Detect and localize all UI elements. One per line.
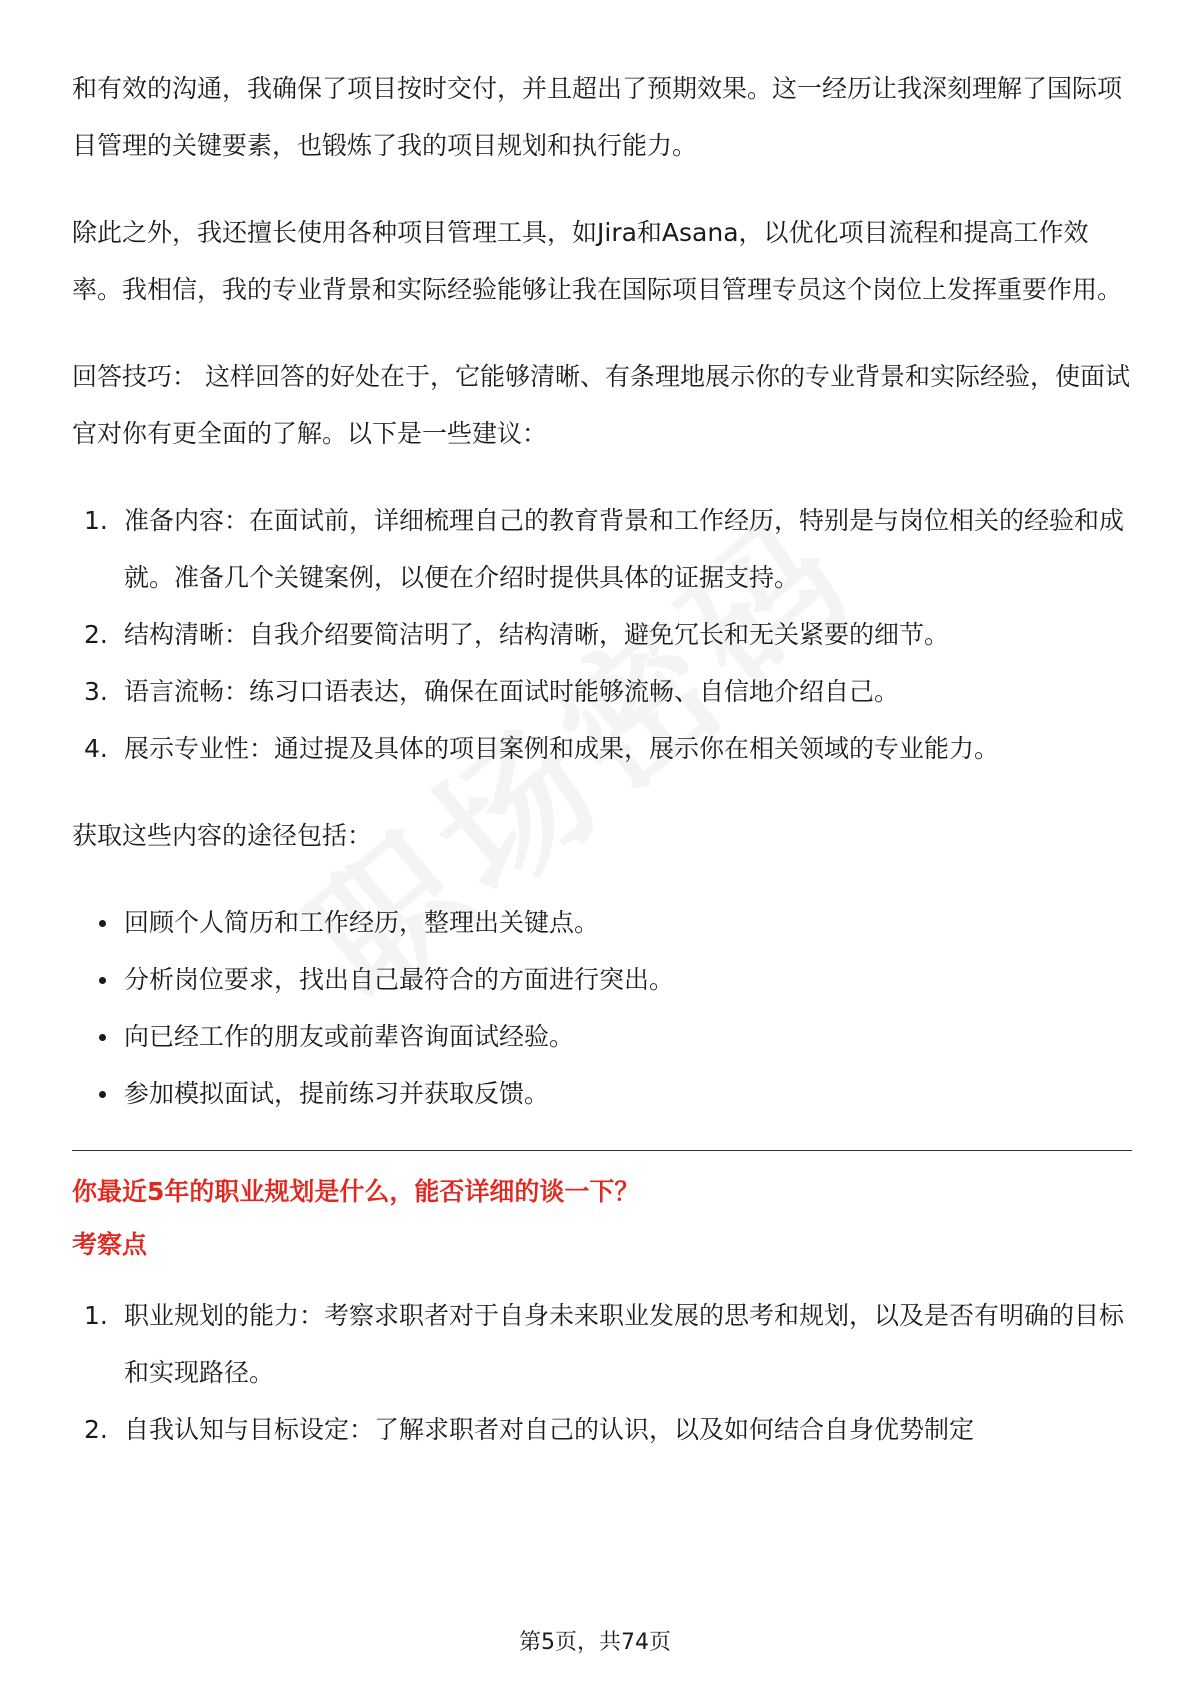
list-item: 向已经工作的朋友或前辈咨询面试经验。 [72, 1008, 1132, 1065]
list-item [72, 492, 1132, 606]
list-number: 1. [84, 1301, 108, 1330]
tips-list [72, 492, 1132, 777]
page-footer: 第5页，共74页 [519, 1630, 671, 1655]
list-text: 准备内容：在面试前，详细梳理自己的教育背景和工作经历，特别是与岗位相关的经验和成就。准备几个关键案例，以便在介绍时提供具体的证据支持。 [124, 506, 1125, 592]
ways-list [72, 894, 1132, 1122]
list-item [72, 1287, 1132, 1401]
list-text: 职业规划的能力：考察求职者对于自身未来职业发展的思考和规划，以及是否有明确的目标和实现路径。 [124, 1301, 1125, 1387]
answer-tips-paragraph: 回答技巧： 这样回答的好处在于，它能够清晰、有条理地展示你的专业背景和实际经验，使面试官对你有更全面的了解。以下是一些建议： [72, 362, 1130, 448]
section-divider [72, 1150, 1132, 1151]
list-number: 4. [84, 734, 108, 763]
list-text: 展示专业性：通过提及具体的项目案例和成果，展示你在相关领域的专业能力。 [124, 734, 1000, 763]
list-number: 1. [84, 506, 108, 535]
list-item: 参加模拟面试，提前练习并获取反馈。 [72, 1065, 1132, 1122]
document-page [72, 60, 1132, 1458]
paragraph-2: 除此之外，我还擅长使用各种项目管理工具，如Jira和Asana，以优化项目流程和提高工作效率。我相信，我的专业背景和实际经验能够让我在国际项目管理专员这个岗位上发挥重要作用。 [72, 218, 1123, 304]
list-item [72, 663, 1132, 720]
list-number: 2. [84, 620, 108, 649]
points-list [72, 1287, 1132, 1458]
list-text: 语言流畅：练习口语表达，确保在面试时能够流畅、自信地介绍自己。 [124, 677, 900, 706]
points-heading: 考察点 [72, 1230, 148, 1259]
list-text: 结构清晰：自我介绍要简洁明了，结构清晰，避免冗长和无关紧要的细节。 [124, 620, 950, 649]
list-item [72, 1401, 1132, 1458]
list-number: 2. [84, 1415, 108, 1444]
list-item [72, 720, 1132, 777]
list-text: 自我认知与目标设定：了解求职者对自己的认识，以及如何结合自身优势制定 [124, 1415, 975, 1444]
list-number: 3. [84, 677, 108, 706]
question-heading: 你最近5年的职业规划是什么，能否详细的谈一下？ [72, 1177, 640, 1206]
paragraph-1: 和有效的沟通，我确保了项目按时交付，并且超出了预期效果。这一经历让我深刻理解了国际项目管理的关键要素，也锻炼了我的项目规划和执行能力。 [72, 74, 1123, 160]
list-item: 分析岗位要求，找出自己最符合的方面进行突出。 [72, 951, 1132, 1008]
ways-heading: 获取这些内容的途径包括： [72, 821, 373, 850]
list-item: 回顾个人简历和工作经历，整理出关键点。 [72, 894, 1132, 951]
list-item [72, 606, 1132, 663]
